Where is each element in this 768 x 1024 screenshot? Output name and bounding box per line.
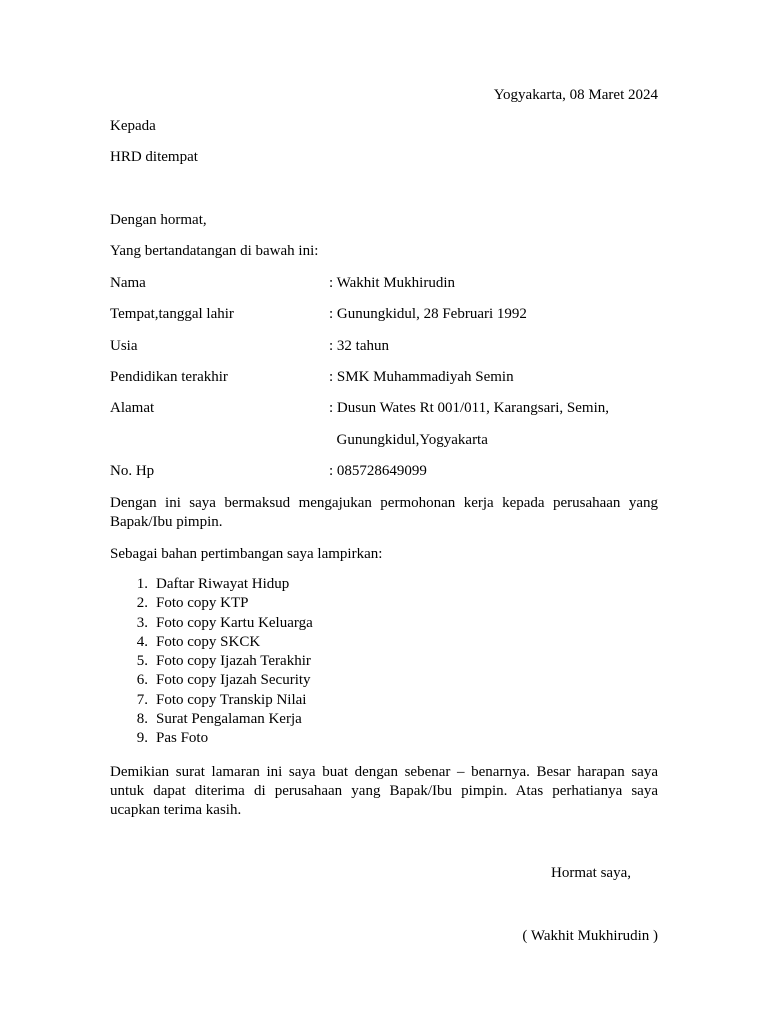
greeting: Dengan hormat, (110, 212, 207, 228)
field-label-birth: Tempat,tanggal lahir (110, 306, 234, 322)
intro-text: Yang bertandatangan di bawah ini: (110, 243, 319, 259)
field-value-phone: : 085728649099 (329, 463, 427, 479)
purpose-paragraph: Dengan ini saya bermaksud mengajukan permohonan kerja kepada perusahaan yang Bapak/Ibu pimpin. (110, 495, 658, 530)
field-value-name: : Wakhit Mukhirudin (329, 275, 456, 291)
field-label-age: Usia (110, 338, 138, 354)
letter-page: Yogyakarta, 08 Maret 2024 Kepada HRD ditempat Dengan hormat, Yang bertandatangan di bawah ini: Nama : Wakhit Mukhirudin Tempat,tanggal lahir : Gunungkidul, 28 Februari 1992 Usia : 32 tahun Pendidikan terakhir : SMK Muhammadiyah Semin Alamat : Dusun Wates Rt 001/011, Karangsari, Semin, Gunungkidul,Yogyakarta No. Hp : 085728649099 Dengan ini saya bermaksud mengajukan permohonan kerja kepada perusahaan yang Bapak/Ibu pimpin. Sebagai bahan pertimbangan saya lampirkan: 1. Daftar Riwayat Hidup 2. Foto copy KTP 3. Foto copy Kartu Keluarga 4. Foto copy SKCK 5. Foto copy Ijazah Terakhir 6. Foto copy Ijazah Security 7. Foto copy Transkip Nilai 8. Surat Pengalaman Kerja 9. Pas Foto Demikian surat lamaran ini saya buat dengan sebenar – benarnya. Besar harapan saya untuk dapat diterima di perusahaan yang Bapak/Ibu pimpin. Atas perhatianya saya ucapkan terima kasih. Hormat saya, ( Wakhit Mukhirudin ) (110, 87, 658, 944)
recipient-line-2: HRD ditempat (110, 149, 198, 165)
field-label-phone: No. Hp (110, 463, 155, 479)
field-value-age: : 32 tahun (329, 338, 389, 354)
closing-paragraph: Demikian surat lamaran ini saya buat dengan sebenar – benarnya. Besar harapan saya untuk dapat diterima di perusahaan yang Bapak/Ibu pimpin. Atas perhatianya saya ucapkan terima kasih. (110, 764, 658, 818)
field-label-education: Pendidikan terakhir (110, 369, 228, 385)
field-value-education: : SMK Muhammadiyah Semin (329, 369, 514, 385)
place-date: Yogyakarta, 08 Maret 2024 (493, 87, 658, 103)
field-value-birth: : Gunungkidul, 28 Februari 1992 (329, 306, 527, 322)
attachments-intro: Sebagai bahan pertimbangan saya lampirkan: (110, 546, 383, 562)
field-label-address: Alamat (110, 400, 155, 416)
recipient-line-1: Kepada (110, 118, 156, 134)
field-value-address: : Dusun Wates Rt 001/011, Karangsari, Semin, (329, 400, 610, 416)
field-value-address-cont: Gunungkidul,Yogyakarta (329, 432, 488, 448)
signature-name: ( Wakhit Mukhirudin ) (522, 928, 658, 944)
field-label-name: Nama (110, 275, 146, 291)
sign-off: Hormat saya, (551, 865, 631, 881)
